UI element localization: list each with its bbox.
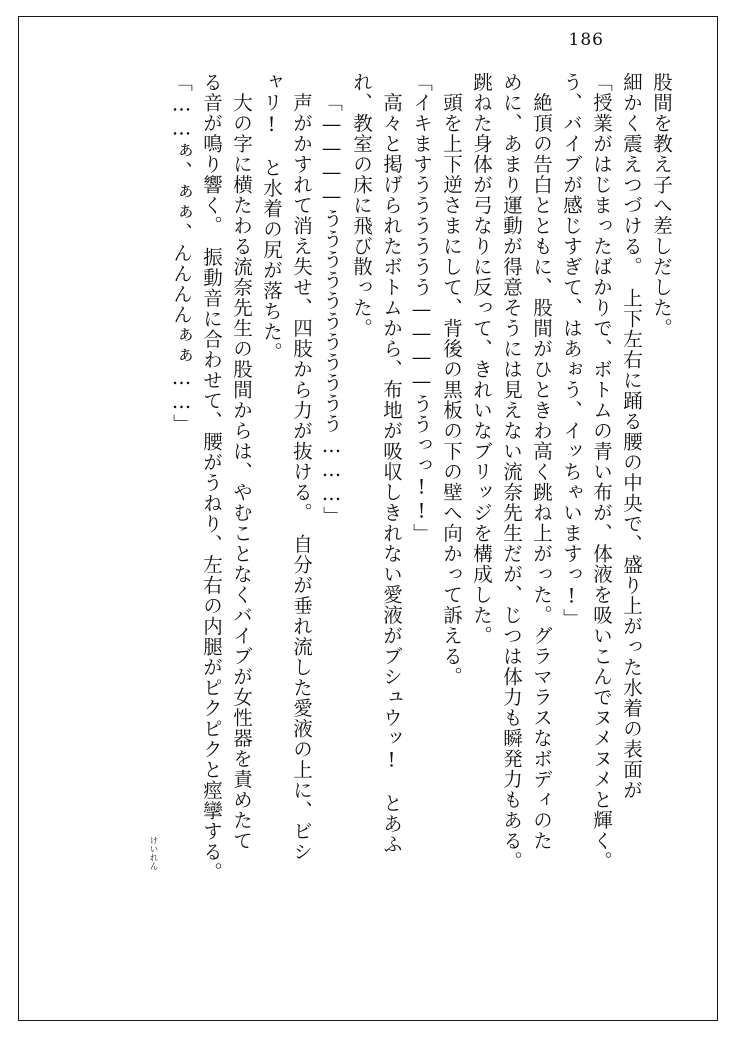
text-line: 「授業がはじまったばかりで、ボトムの青い布が、体液を吸いこんでヌメヌメと輝く。	[590, 72, 613, 872]
text-line: る音が鳴り響く。 振動音に合わせて、腰がうねり、左右の内腿がピクピクと痙攣する。	[200, 72, 223, 883]
text-line: 「————ううううううううううう………」	[320, 92, 343, 527]
text-line: 絶頂の告白とともに、股間がひときわ高く跳ね上がった。グラマラスなボディのた	[530, 72, 553, 851]
text-line: 「イキますうううううう————ううっっ!!」	[410, 72, 433, 544]
text-line: 跳ねた身体が弓なりに反って、きれいなブリッジを構成した。	[470, 72, 493, 646]
text-line: 大の字に横たわる流奈先生の股間からは、やむことなくバイブが女性器を責めたて	[230, 72, 253, 851]
text-line: 細かく震えつづける。 上下左右に踊る腰の中央で、盛り上がった水着の表面が	[620, 72, 643, 801]
text-line: めに、あまり運動が得意そうには見えない流奈先生だが、じつは体力も瞬発力もある。	[500, 72, 523, 872]
text-line: 声がかすれて消え失せ、四肢から力が抜ける。 自分が垂れ流した愛液の上に、ビシ	[290, 72, 313, 862]
text-line: 高々と掲げられたボトムから、布地が吸収しきれない愛液がブシュウッ! とあふ	[380, 72, 403, 855]
text-line: ャリ! と水着の尻が落ちた。	[260, 72, 283, 363]
page-number: 186	[568, 30, 604, 50]
text-line: 「……ぁ、ぁぁ、んんんんぁぁ……」	[170, 72, 193, 435]
text-line: 股間を教え子へ差しだした。	[650, 72, 673, 339]
text-line: 頭を上下逆さまにして、背後の黒板の下の壁へ向かって訴える。	[440, 72, 463, 687]
text-line: れ、教室の床に飛び散った。	[350, 72, 373, 339]
ruby-annotation: けいれん	[148, 836, 158, 870]
text-line: う、バイブが感じすぎて、はあぉう、イッちゃいますっ!」	[560, 72, 583, 629]
